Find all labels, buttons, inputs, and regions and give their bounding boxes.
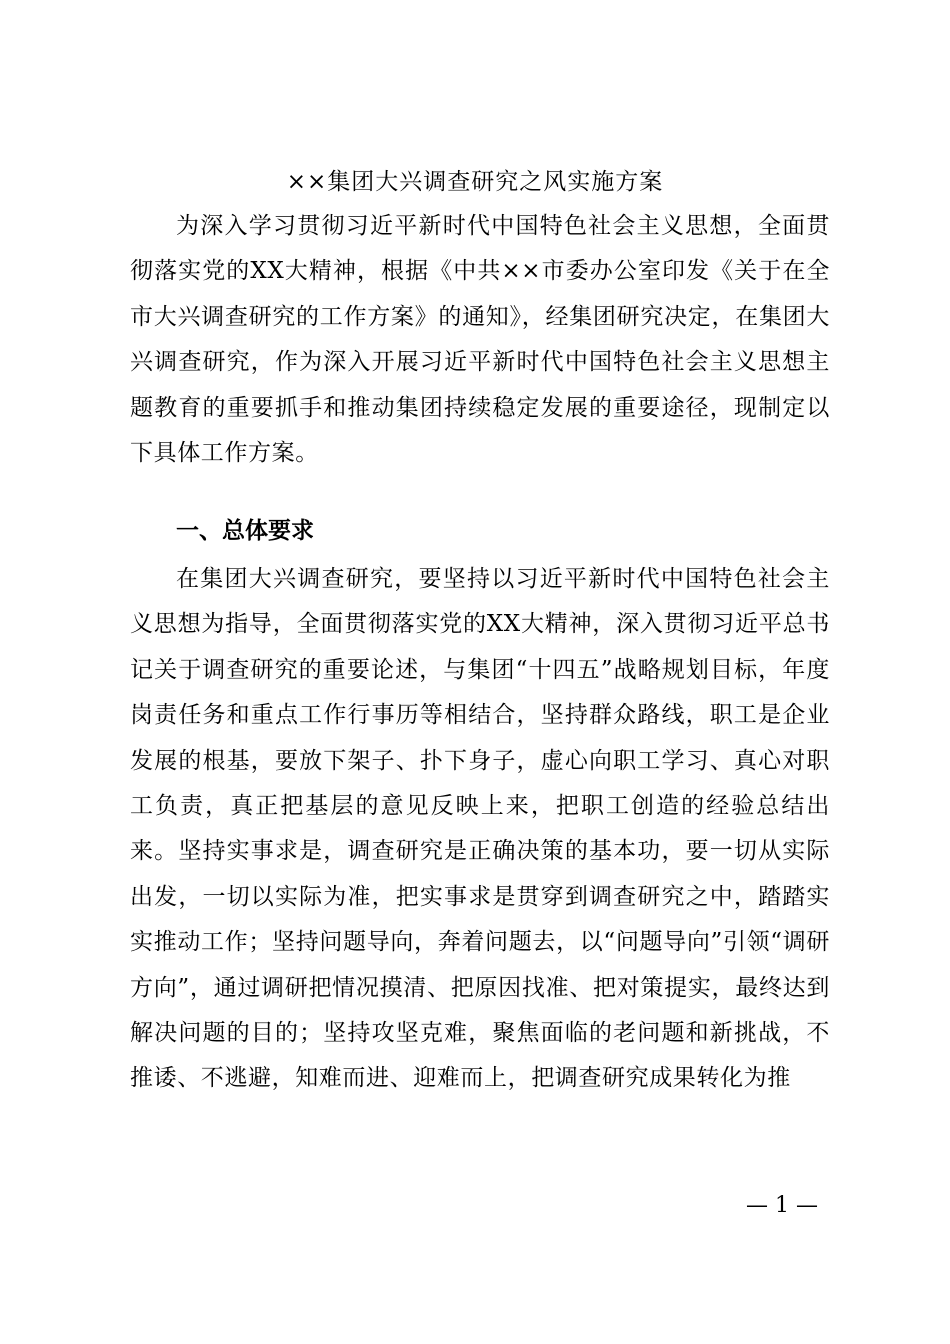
page-number: — 1 — bbox=[746, 1193, 818, 1218]
section-paragraph-overall-requirements: 在集团大兴调查研究，要坚持以习近平新时代中国特色社会主义思想为指导，全面贯彻落实党的XX大精神，深入贯彻习近平总书记关于调查研究的重要论述，与集团“十四五”战略规划目标，年度岗责任务和重点工作行事历等相结合，坚持群众路线，职工是企业发展的根基，要放下架子、扑下身子，虚心向职工学习、真心对职工负责，真正把基层的意见反映上来，把职工创造的经验总结出来。坚持实事求是，调查研究是正确决策的基本功，要一切从实际出发，一切以实际为准，把实事求是贯穿到调查研究之中，踏踏实实推动工作；坚持问题导向，奔着问题去，以“问题导向”引领“调研方向”，通过调研把情况摸清、把原因找准、把对策提实，最终达到解决问题的目的；坚持攻坚克难，聚焦面临的老问题和新挑战，不推诿、不逃避，知难而进、迎难而上，把调查研究成果转化为推 bbox=[130, 566, 830, 1092]
section-heading-overall-requirements: 一、总体要求 bbox=[176, 518, 314, 544]
document-title: ××集团大兴调查研究之风实施方案 bbox=[286, 169, 664, 195]
intro-paragraph: 为深入学习贯彻习近平新时代中国特色社会主义思想，全面贯彻落实党的XX大精神，根据《中共××市委办公室印发《关于在全市大兴调查研究的工作方案》的通知》，经集团研究决定，在集团大兴调查研究，作为深入开展习近平新时代中国特色社会主义思想主题教育的重要抓手和推动集团持续稳定发展的重要途径，现制定以下具体工作方案。 bbox=[130, 213, 830, 467]
